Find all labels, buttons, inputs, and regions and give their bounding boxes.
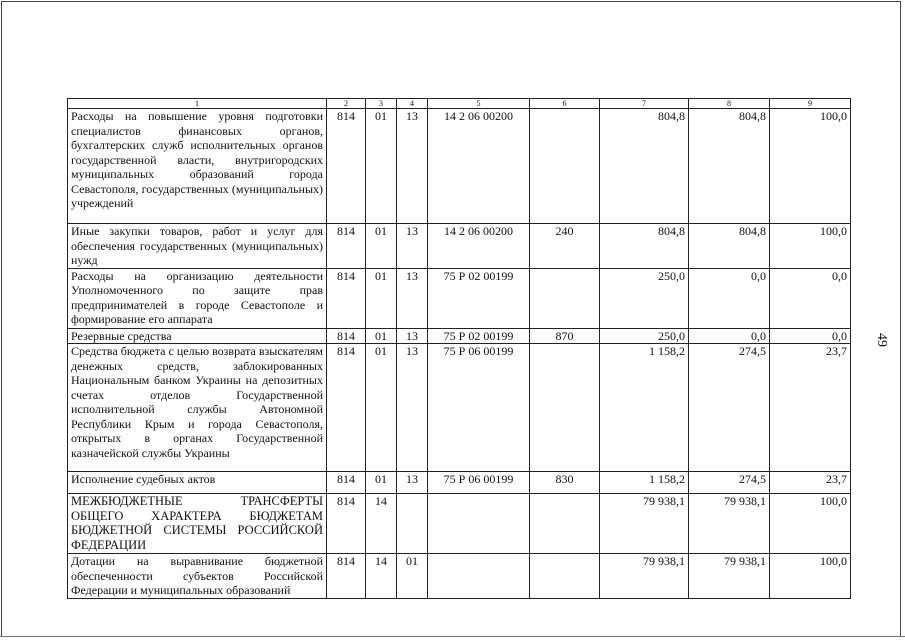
- expense-type-code: [530, 109, 600, 224]
- section-code: 14: [366, 494, 397, 554]
- target-article-code: [428, 554, 530, 599]
- table-row: [68, 344, 851, 472]
- row-name: МЕЖБЮДЖЕТНЫЕ ТРАНСФЕРТЫ ОБЩЕГО ХАРАКТЕРА БЮДЖЕТАМ БЮДЖЕТНОЙ СИСТЕМЫ РОССИЙСКОЙ ФЕДЕРАЦИИ: [68, 494, 327, 554]
- subsection-code: 13: [397, 344, 428, 472]
- planned-amount: 1 158,2: [600, 344, 689, 472]
- row-name: Расходы на организацию деятельности Уполномоченного по защите прав предпринимателей в городе Севастополе и формирование его аппарата: [68, 268, 327, 328]
- executed-amount: 804,8: [689, 109, 770, 224]
- table-row: [68, 109, 851, 224]
- ministry-code: 814: [327, 109, 366, 224]
- executed-amount: 79 938,1: [689, 494, 770, 554]
- ministry-code: 814: [327, 494, 366, 554]
- execution-percent: 23,7: [770, 472, 851, 494]
- planned-amount: 79 938,1: [600, 494, 689, 554]
- ministry-code: 814: [327, 224, 366, 269]
- executed-amount: 0,0: [689, 268, 770, 328]
- target-article-code: 75 Р 02 00199: [428, 328, 530, 344]
- table-row: [68, 328, 851, 344]
- section-code: 01: [366, 109, 397, 224]
- table-row: [68, 554, 851, 599]
- page-bottom-rule: [0, 636, 905, 637]
- column-number: 2: [327, 99, 366, 109]
- section-code: 14: [366, 554, 397, 599]
- ministry-code: 814: [327, 554, 366, 599]
- executed-amount: 79 938,1: [689, 554, 770, 599]
- subsection-code: 13: [397, 472, 428, 494]
- ministry-code: 814: [327, 344, 366, 472]
- column-number: 5: [428, 99, 530, 109]
- column-number: 8: [689, 99, 770, 109]
- table-row: [68, 494, 851, 554]
- row-name: Расходы на повышение уровня подготовки специалистов финансовых органов, бухгалтерских служб исполнительных органов государственной власти, внутригородских муниципальных образований города Севастополя, государственных (муниципальных) учреждений: [68, 109, 327, 224]
- executed-amount: 804,8: [689, 224, 770, 269]
- subsection-code: 13: [397, 224, 428, 269]
- planned-amount: 804,8: [600, 224, 689, 269]
- planned-amount: 804,8: [600, 109, 689, 224]
- expense-type-code: [530, 494, 600, 554]
- subsection-code: 01: [397, 554, 428, 599]
- section-code: 01: [366, 472, 397, 494]
- column-number: 4: [397, 99, 428, 109]
- column-number: 6: [530, 99, 600, 109]
- section-code: 01: [366, 344, 397, 472]
- execution-percent: 0,0: [770, 268, 851, 328]
- section-code: 01: [366, 328, 397, 344]
- expense-type-code: [530, 268, 600, 328]
- table-row: [68, 268, 851, 328]
- ministry-code: 814: [327, 328, 366, 344]
- section-code: 01: [366, 224, 397, 269]
- table-row: [68, 472, 851, 494]
- row-name: Исполнение судебных актов: [68, 472, 327, 494]
- ministry-code: 814: [327, 472, 366, 494]
- table-header-row: [68, 99, 851, 109]
- planned-amount: 250,0: [600, 268, 689, 328]
- executed-amount: 274,5: [689, 472, 770, 494]
- subsection-code: [397, 494, 428, 554]
- target-article-code: [428, 494, 530, 554]
- subsection-code: 13: [397, 109, 428, 224]
- row-name: Иные закупки товаров, работ и услуг для обеспечения государственных (муниципальных) нужд: [68, 224, 327, 269]
- column-number: 3: [366, 99, 397, 109]
- expense-type-code: 240: [530, 224, 600, 269]
- expense-type-code: 870: [530, 328, 600, 344]
- target-article-code: 75 Р 02 00199: [428, 268, 530, 328]
- column-number: 1: [68, 99, 327, 109]
- row-name: Средства бюджета с целью возврата взыскателям денежных средств, заблокированных Национальным банком Украины на депозитных счетах отделов Государственной исполнительной службы Автономной Республики Крым и города Севастополя, открытых в органах Государственной казначейской службы Украины: [68, 344, 327, 472]
- row-name: Дотации на выравнивание бюджетной обеспеченности субъектов Российской Федерации и муниципальных образований: [68, 554, 327, 599]
- execution-percent: 23,7: [770, 344, 851, 472]
- executed-amount: 274,5: [689, 344, 770, 472]
- column-number: 7: [600, 99, 689, 109]
- target-article-code: 14 2 06 00200: [428, 109, 530, 224]
- execution-percent: 100,0: [770, 109, 851, 224]
- expense-type-code: [530, 554, 600, 599]
- planned-amount: 79 938,1: [600, 554, 689, 599]
- expense-type-code: [530, 344, 600, 472]
- target-article-code: 14 2 06 00200: [428, 224, 530, 269]
- section-code: 01: [366, 268, 397, 328]
- target-article-code: 75 Р 06 00199: [428, 344, 530, 472]
- execution-percent: 0,0: [770, 328, 851, 344]
- page-number: 49: [874, 333, 889, 347]
- execution-percent: 100,0: [770, 554, 851, 599]
- target-article-code: 75 Р 06 00199: [428, 472, 530, 494]
- planned-amount: 1 158,2: [600, 472, 689, 494]
- subsection-code: 13: [397, 268, 428, 328]
- row-name: Резервные средства: [68, 328, 327, 344]
- execution-percent: 100,0: [770, 494, 851, 554]
- planned-amount: 250,0: [600, 328, 689, 344]
- budget-table: [67, 98, 851, 599]
- table-row: [68, 224, 851, 269]
- column-number: 9: [770, 99, 851, 109]
- expense-type-code: 830: [530, 472, 600, 494]
- executed-amount: 0,0: [689, 328, 770, 344]
- ministry-code: 814: [327, 268, 366, 328]
- execution-percent: 100,0: [770, 224, 851, 269]
- subsection-code: 13: [397, 328, 428, 344]
